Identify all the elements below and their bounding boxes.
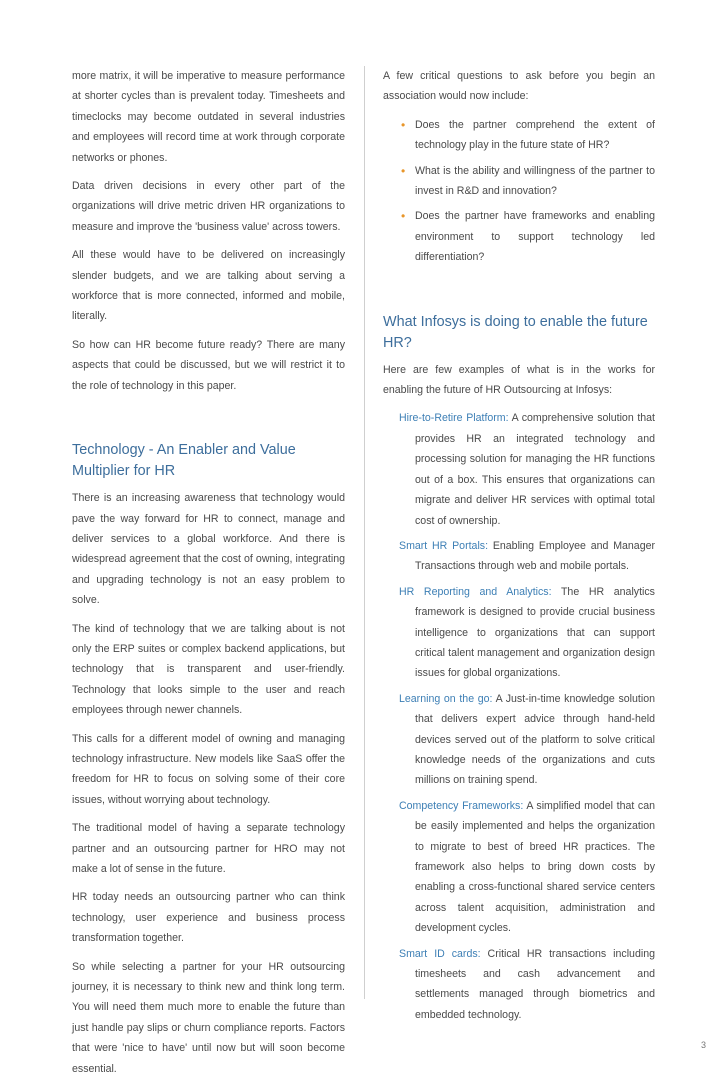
- paragraph: The kind of technology that we are talking about is not only the ERP suites or complex backend applications, but technology that is transparent and user-friendly. Technology that looks simple to the user and reach employees through newer channels.: [72, 622, 345, 717]
- paragraph: So how can HR become future ready? There are many aspects that could be discussed, but we will restrict it to the role of technology in this paper.: [72, 338, 345, 392]
- list-item: [399, 582, 655, 684]
- list-item: [399, 944, 655, 1026]
- bullet-icon: •: [401, 117, 406, 132]
- question-list: [383, 115, 655, 268]
- item-term: HR Reporting and Analytics:: [399, 585, 552, 598]
- list-item: [401, 161, 655, 202]
- paragraph: Here are few examples of what is in the works for enabling the future of HR Outsourcing at Infosys:: [383, 363, 655, 397]
- paragraph: Data driven decisions in every other part of the organizations will drive metric driven HR organizations to measure and improve the 'business value' across towers.: [72, 180, 345, 233]
- item-term: Learning on the go:: [399, 692, 493, 705]
- section-heading-infosys: What Infosys is doing to enable the future HR?: [383, 313, 648, 351]
- bullet-icon: •: [401, 163, 406, 178]
- item-text: Critical HR transactions including timesheets and cash advancement and settlements managed through biometrics and embedded technology.: [415, 947, 655, 1021]
- paragraph: more matrix, it will be imperative to measure performance at shorter cycles than is prevalent today. Timesheets and timeclocks may become outdated in several industries and employees will record time at work through corporate networks or phones.: [72, 70, 345, 164]
- right-column: [383, 66, 655, 1030]
- item-text: A simplified model that can be easily implemented and helps the organization to migrate to best of breed HR practices. The framework also helps to bring down costs by enabling a cross-functional shared service centers across talent acquisition, administration and development cycles.: [415, 799, 655, 935]
- paragraph: All these would have to be delivered on increasingly slender budgets, and we are talking about serving a workforce that is more connected, informed and mobile, literally.: [72, 249, 345, 323]
- item-text: Enabling Employee and Manager Transactions through web and mobile portals.: [415, 539, 656, 573]
- list-item-text: Does the partner comprehend the extent of technology play in the future state of HR?: [415, 118, 655, 152]
- list-item: [401, 206, 655, 267]
- list-item: [399, 536, 655, 577]
- list-item: [401, 115, 655, 156]
- section-heading-technology: Technology - An Enabler and Value Multiplier for HR: [72, 442, 296, 480]
- list-item-text: Does the partner have frameworks and enabling environment to support technology led differentiation?: [415, 210, 655, 264]
- item-term: Smart HR Portals:: [399, 539, 489, 552]
- item-text: A comprehensive solution that provides HR an integrated technology and processing solution for managing the HR functions out of a box. This ensures that organizations can migrate and deliver HR services with optimal total cost of ownership.: [415, 412, 655, 527]
- item-term: Hire-to-Retire Platform:: [399, 412, 509, 425]
- paragraph: A few critical questions to ask before you begin an association would now include:: [383, 70, 655, 103]
- item-term: Competency Frameworks:: [399, 799, 524, 812]
- item-text: The HR analytics framework is designed to provide crucial business intelligence to organizations that can support critical talent management and organization design issues for global organizations.: [415, 585, 655, 680]
- paragraph: HR today needs an outsourcing partner who can think technology, user experience and business process transformation together.: [72, 891, 345, 945]
- paragraph: The traditional model of having a separate technology partner and an outsourcing partner for HRO may not make a lot of sense in the future.: [72, 822, 345, 875]
- item-text: A Just-in-time knowledge solution that delivers expert advice through hand-held devices served out of the platform to solve critical knowledge needs of the organizations and cuts millions on training spend.: [415, 692, 655, 787]
- list-item: [399, 796, 655, 939]
- column-divider: [364, 66, 365, 999]
- bullet-icon: •: [401, 209, 406, 224]
- list-item-text: What is the ability and willingness of the partner to invest in R&D and innovation?: [415, 164, 655, 198]
- solution-list: [383, 408, 655, 1025]
- paragraph: There is an increasing awareness that technology would pave the way forward for HR to connect, manage and deliver services to a global workforce. And there is widespread agreement that the cost of owning, integrating and upgrading technology is not an easy problem to solve.: [72, 492, 345, 607]
- item-term: Smart ID cards:: [399, 947, 481, 960]
- left-column: [72, 66, 345, 1087]
- list-item: [399, 408, 655, 530]
- list-item: [399, 689, 655, 791]
- page-number: 3: [700, 1040, 706, 1050]
- paragraph: This calls for a different model of owning and managing technology infrastructure. New models like SaaS offer the freedom for HR to focus on solving some of their core issues, without worrying about technology.: [72, 732, 345, 806]
- paragraph: So while selecting a partner for your HR outsourcing journey, it is necessary to think new and think long term. You will need them much more to enable the future than just handle pay slips or churn compliance reports. Factors that were 'nice to have' until now but will soon become essential.: [72, 960, 345, 1075]
